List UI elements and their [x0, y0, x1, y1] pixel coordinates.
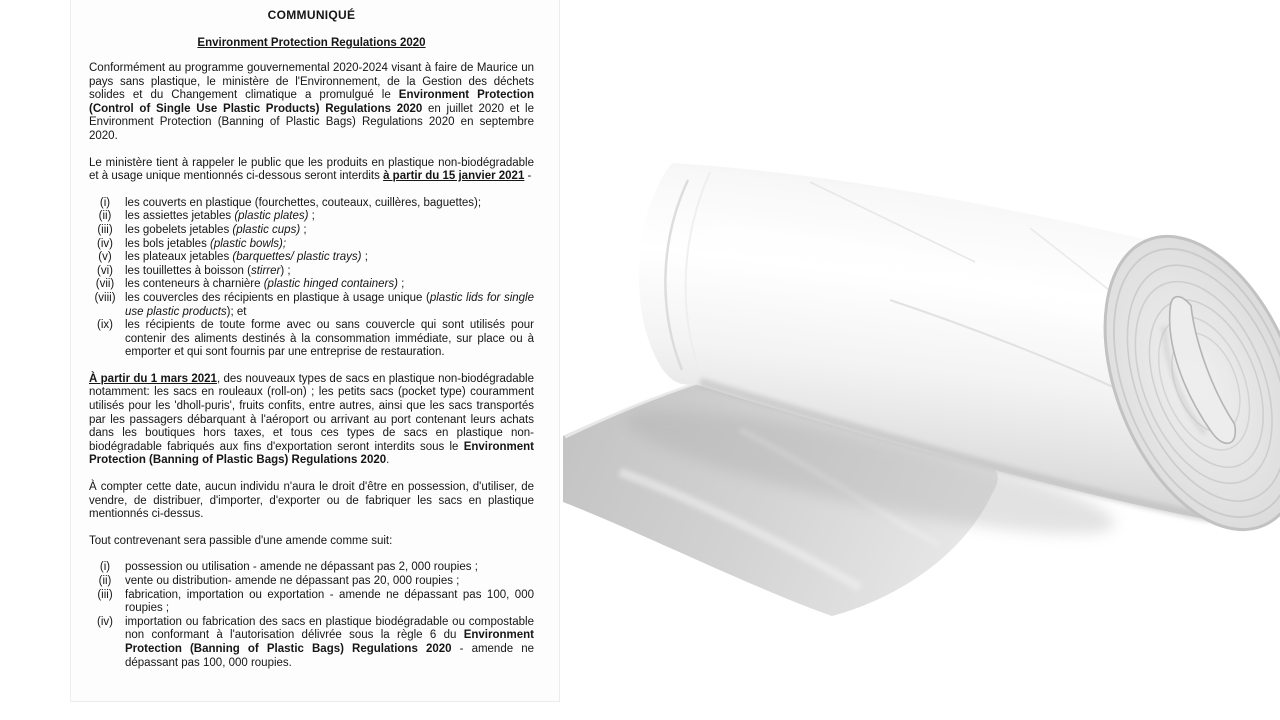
- paragraph-prohibitions: [89, 481, 534, 522]
- fines-list: [89, 561, 534, 670]
- text-run: , des nouveaux types de sacs en plastique non-biodégradable notamment: les sacs en rouleaux (roll-on) ; les petits sacs (pocket type) couramment utilisés pour les 'dholl-puris', fruits confits, entre autres, ainsi que les sacs transportés par les passagers débarquant à l'aéroport ou arrivant au port contenant leurs achats dans les boutiques hors taxes, et tous ces types de sacs en plastique non-biodégradable fabriqués aux fins d'exportation seront interdits sous le: [89, 372, 534, 453]
- text-run: les gobelets jetables: [125, 223, 233, 236]
- list-item-text: [125, 278, 534, 292]
- list-item-number: (iii): [97, 588, 113, 601]
- text-run: importation ou fabrication des sacs en plastique biodégradable ou compostable non conformant à l'autorisation délivrée sous la règle 6 du: [125, 615, 534, 642]
- text-run: À compter cette date, aucun individu n'aura le droit d'être en possession, d'utiliser, de vendre, de distribuer, d'importer, d'exporter ou de fabriquer les sacs en plastique mentionnés ci-dessus.: [89, 481, 534, 521]
- text-run: les bols jetables: [125, 237, 211, 250]
- text-run: Le ministère tient à rappeler le public que les produits en plastique non-biodégradable et à usage unique mentionnés ci-dessous seront interdits: [89, 156, 534, 183]
- text-run: en juillet 2020 et le Environment Protection (Banning of Plastic Bags) Regulations 2020 en septembre 2020.: [89, 102, 535, 142]
- list-item: [89, 251, 534, 265]
- text-run: (plastic bowls);: [210, 237, 287, 250]
- list-item-text: [125, 265, 534, 279]
- text-run: Conformément au programme gouvernemental 2020-2024 visant à faire de Maurice un pays sans plastique, le ministère de l'Environnement, de la Gestion des déchets solides et du Changement climatique a promulgué le: [89, 62, 534, 102]
- list-item: [89, 278, 534, 292]
- page-title: COMMUNIQUÉ: [267, 8, 356, 22]
- text-run: À partir du 1 mars 2021: [89, 372, 217, 385]
- text-run: fabrication, importation ou exportation - amende ne dépassant pas 100, 000 roupies ;: [125, 588, 534, 615]
- list-item-text: [125, 616, 534, 670]
- list-item-text: [125, 224, 534, 238]
- text-run: les couverts en plastique (fourchettes, couteaux, cuillères, baguettes);: [125, 196, 482, 209]
- plastic-roll-illustration: [560, 0, 1280, 720]
- list-item: [89, 292, 534, 319]
- paragraph-fines-intro: [89, 535, 534, 549]
- text-run: les assiettes jetables: [125, 210, 235, 223]
- text-run: les plateaux jetables: [125, 251, 233, 264]
- text-run: ;: [397, 278, 405, 291]
- list-item-number: (iv): [97, 237, 113, 250]
- plastic-roll-photo: [560, 0, 1280, 720]
- paragraph-intro: [89, 62, 534, 144]
- text-run: - amende ne dépassant pas 100, 000 roupies.: [125, 642, 535, 669]
- list-item-text: [125, 561, 534, 575]
- text-run: stirrer: [250, 264, 281, 277]
- list-item-number: (vii): [95, 278, 115, 291]
- paragraph-ban-january: [89, 157, 534, 184]
- list-item: [89, 238, 534, 252]
- list-item-number: (ii): [98, 575, 112, 587]
- text-run: Tout contrevenant sera passible d'une amende comme suit:: [89, 534, 393, 547]
- text-run: les conteneurs à charnière: [125, 278, 264, 291]
- text-run: vente ou distribution- amende ne dépassant pas 20, 000 roupies ;: [125, 575, 460, 587]
- list-item-text: [125, 292, 534, 319]
- list-item-number: (i): [99, 196, 111, 209]
- page-subtitle: Environment Protection Regulations 2020: [197, 37, 426, 49]
- communique-page: [70, 0, 560, 702]
- text-run: plastic lids for single use plastic products: [125, 291, 534, 318]
- list-item-text: [125, 575, 534, 589]
- list-item-number: (viii): [94, 291, 116, 304]
- text-run: ;: [308, 210, 315, 223]
- list-item-number: (ix): [97, 319, 113, 332]
- text-run: (plastic hinged containers): [263, 278, 398, 291]
- list-item: [89, 197, 534, 211]
- text-run: .: [386, 454, 390, 467]
- list-item-number: (ii): [98, 210, 112, 223]
- text-run: (barquettes/ plastic trays): [232, 251, 362, 264]
- list-item-text: [125, 238, 534, 252]
- text-run: (plastic plates): [234, 210, 309, 223]
- list-item: [89, 319, 534, 360]
- list-item-number: (vi): [97, 264, 113, 277]
- text-run: (plastic cups): [232, 223, 301, 236]
- text-run: Environment Protection (Banning of Plastic Bags) Regulations 2020: [89, 440, 534, 467]
- text-run: ); et: [226, 305, 247, 318]
- list-item: [89, 589, 534, 616]
- list-item-text: [125, 197, 534, 211]
- text-run: les touillettes à boisson (: [125, 264, 251, 277]
- list-item-number: (iv): [97, 615, 113, 628]
- list-item: [89, 210, 534, 224]
- list-item: [89, 265, 534, 279]
- list-item: [89, 561, 534, 575]
- text-run: ;: [361, 251, 368, 264]
- text-run: ) ;: [280, 264, 291, 277]
- list-item-number: (i): [99, 561, 111, 574]
- list-item: [89, 224, 534, 238]
- text-run: Environment Protection (Banning of Plastic Bags) Regulations 2020: [125, 629, 534, 655]
- list-item-text: [125, 251, 534, 265]
- list-item-number: (iii): [97, 223, 113, 236]
- text-run: -: [524, 170, 532, 183]
- text-run: les couvercles des récipients en plastique à usage unique (: [125, 291, 430, 304]
- text-run: Environment Protection (Control of Single Use Plastic Products) Regulations 2020: [89, 89, 534, 115]
- list-item-number: (v): [98, 251, 112, 264]
- list-item-text: [125, 589, 534, 616]
- list-item: [89, 575, 534, 589]
- text-run: ;: [300, 223, 307, 236]
- list-item-text: [125, 210, 534, 224]
- list-item: [89, 616, 534, 670]
- banned-products-list: [89, 197, 534, 360]
- text-run: à partir du 15 janvier 2021: [383, 170, 525, 183]
- text-run: les récipients de toute forme avec ou sans couvercle qui sont utilisés pour contenir des aliments destinés à la consommation immédiate, sur place ou à emporter et qui sont fournis par une entreprise de restauration.: [125, 319, 534, 359]
- paragraph-ban-march: [89, 373, 534, 468]
- list-item-text: [125, 319, 534, 360]
- text-run: possession ou utilisation - amende ne dépassant pas 2, 000 roupies ;: [125, 561, 478, 574]
